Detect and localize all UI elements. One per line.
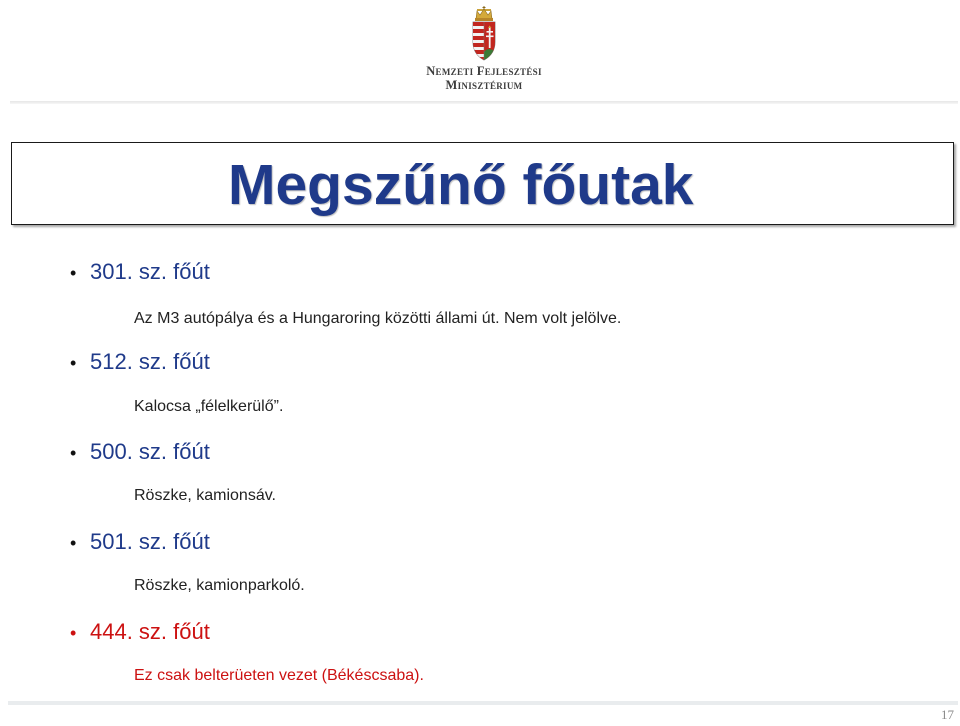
bullet-icon: • <box>70 263 77 283</box>
list-item-label <box>70 439 210 466</box>
ministry-name <box>404 64 564 92</box>
list-item-description: Az M3 autópálya és a Hungaroring közötti állami út. Nem volt jelölve. <box>134 310 622 327</box>
bullet-icon: • <box>70 623 77 643</box>
list-item-label-highlighted <box>70 619 210 646</box>
list-item-text: 501. sz. főút <box>90 529 210 554</box>
list-item-description: Röszke, kamionparkoló. <box>134 577 305 594</box>
list-item-label <box>70 259 210 286</box>
footer-divider <box>8 701 958 705</box>
list-item-text: 500. sz. főút <box>90 439 210 464</box>
bullet-icon: • <box>70 353 77 373</box>
coat-of-arms-icon <box>469 6 499 62</box>
slide-title: Megszűnő főutak <box>228 153 694 217</box>
list-item-label <box>70 349 210 376</box>
list-item-text: 301. sz. főút <box>90 259 210 284</box>
bullet-icon: • <box>70 533 77 553</box>
ministry-name-line2: Minisztérium <box>445 78 523 92</box>
ministry-name-line1: Nemzeti Fejlesztési <box>426 64 542 78</box>
list-item-text: 444. sz. főút <box>90 619 210 644</box>
list-item-description: Kalocsa „félelkerülő”. <box>134 398 284 415</box>
page-number: 17 <box>941 707 954 722</box>
bullet-icon: • <box>70 443 77 463</box>
list-item-text: 512. sz. főút <box>90 349 210 374</box>
header-divider <box>10 101 958 104</box>
list-item-description-highlighted: Ez csak belterüeten vezet (Békéscsaba). <box>134 667 424 684</box>
list-item-label <box>70 529 210 556</box>
list-item-description: Röszke, kamionsáv. <box>134 487 276 504</box>
